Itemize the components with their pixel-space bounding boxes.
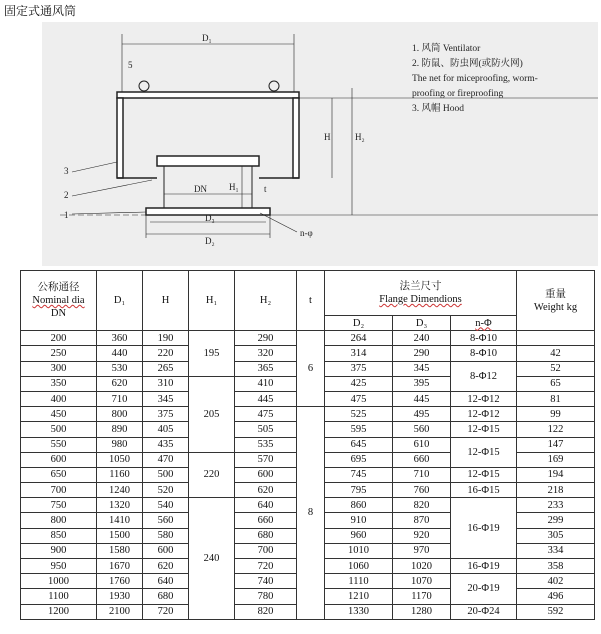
cell-t: 6 bbox=[297, 331, 325, 407]
header-nphi: n-Φ bbox=[451, 316, 517, 331]
cell-d1: 980 bbox=[97, 437, 143, 452]
cell-nphi: 8-Φ10 bbox=[451, 331, 517, 346]
cell-t: 8 bbox=[297, 407, 325, 620]
cell-d2: 1060 bbox=[325, 559, 393, 574]
cell-h2: 320 bbox=[235, 346, 297, 361]
label-h: H bbox=[324, 132, 331, 142]
header-h: H bbox=[143, 271, 189, 331]
cell-d2: 375 bbox=[325, 361, 393, 376]
cell-nphi: 12-Φ15 bbox=[451, 467, 517, 482]
cell-dn: 800 bbox=[21, 513, 97, 528]
legend bbox=[412, 42, 592, 117]
cell-h2: 740 bbox=[235, 574, 297, 589]
cell-d2: 795 bbox=[325, 483, 393, 498]
cell-weight: 358 bbox=[517, 559, 595, 574]
cell-d2: 960 bbox=[325, 528, 393, 543]
cell-nphi: 20-Φ24 bbox=[451, 604, 517, 619]
cell-h2: 535 bbox=[235, 437, 297, 452]
cell-h: 540 bbox=[143, 498, 189, 513]
cell-nphi: 8-Φ10 bbox=[451, 346, 517, 361]
cell-nphi: 12-Φ15 bbox=[451, 437, 517, 467]
cell-dn: 350 bbox=[21, 376, 97, 391]
cell-d3: 290 bbox=[393, 346, 451, 361]
cell-h: 500 bbox=[143, 467, 189, 482]
cell-h2: 475 bbox=[235, 407, 297, 422]
cell-weight: 592 bbox=[517, 604, 595, 619]
cell-h1: 240 bbox=[189, 498, 235, 620]
cell-h2: 570 bbox=[235, 452, 297, 467]
cell-weight: 65 bbox=[517, 376, 595, 391]
table-row bbox=[21, 331, 595, 346]
cell-d1: 620 bbox=[97, 376, 143, 391]
cell-d2: 910 bbox=[325, 513, 393, 528]
cell-h2: 600 bbox=[235, 467, 297, 482]
cell-d2: 695 bbox=[325, 452, 393, 467]
header-nominal: 公称通径 Nominal dia DN bbox=[21, 271, 97, 331]
cell-dn: 500 bbox=[21, 422, 97, 437]
cell-dn: 850 bbox=[21, 528, 97, 543]
cell-d3: 820 bbox=[393, 498, 451, 513]
cell-d1: 1670 bbox=[97, 559, 143, 574]
label-d2: D₂ bbox=[205, 236, 215, 246]
header-h1: H₁ bbox=[189, 271, 235, 331]
cell-d1: 1050 bbox=[97, 452, 143, 467]
cell-nphi: 16-Φ19 bbox=[451, 498, 517, 559]
cell-weight: 305 bbox=[517, 528, 595, 543]
cell-h2: 720 bbox=[235, 559, 297, 574]
cell-d1: 800 bbox=[97, 407, 143, 422]
cell-d3: 1170 bbox=[393, 589, 451, 604]
cell-weight: 334 bbox=[517, 543, 595, 558]
cell-d1: 360 bbox=[97, 331, 143, 346]
cell-weight: 496 bbox=[517, 589, 595, 604]
cell-h: 520 bbox=[143, 483, 189, 498]
header-h2: H₂ bbox=[235, 271, 297, 331]
cell-d3: 345 bbox=[393, 361, 451, 376]
cell-dn: 600 bbox=[21, 452, 97, 467]
cell-d3: 970 bbox=[393, 543, 451, 558]
cell-weight bbox=[517, 331, 595, 346]
page-title: 固定式通风筒 bbox=[4, 4, 77, 18]
label-dn: DN bbox=[194, 184, 207, 194]
cell-nphi: 20-Φ19 bbox=[451, 574, 517, 604]
legend-item: The net for miceproofing, worm- bbox=[412, 74, 538, 84]
cell-d1: 1760 bbox=[97, 574, 143, 589]
cell-weight: 147 bbox=[517, 437, 595, 452]
cell-d3: 1280 bbox=[393, 604, 451, 619]
label-d3: D₃ bbox=[205, 213, 215, 223]
cell-d1: 1160 bbox=[97, 467, 143, 482]
cell-d1: 1500 bbox=[97, 528, 143, 543]
legend-item: proofing or fireproofing bbox=[412, 89, 504, 99]
header-weight: 重量 Weight kg bbox=[517, 271, 595, 331]
cell-d2: 1010 bbox=[325, 543, 393, 558]
cell-d2: 475 bbox=[325, 391, 393, 406]
cell-h: 345 bbox=[143, 391, 189, 406]
cell-dn: 250 bbox=[21, 346, 97, 361]
cell-d3: 560 bbox=[393, 422, 451, 437]
cell-h: 720 bbox=[143, 604, 189, 619]
cell-h: 640 bbox=[143, 574, 189, 589]
cell-weight: 42 bbox=[517, 346, 595, 361]
cell-d3: 610 bbox=[393, 437, 451, 452]
label-n-phi: n-φ bbox=[300, 228, 313, 238]
cell-weight: 122 bbox=[517, 422, 595, 437]
cell-h2: 620 bbox=[235, 483, 297, 498]
cell-d1: 1580 bbox=[97, 543, 143, 558]
cell-dn: 750 bbox=[21, 498, 97, 513]
cell-h1: 220 bbox=[189, 452, 235, 498]
cell-d1: 710 bbox=[97, 391, 143, 406]
cell-h2: 640 bbox=[235, 498, 297, 513]
cell-dn: 550 bbox=[21, 437, 97, 452]
legend-item: 3. 风帽 Hood bbox=[412, 104, 464, 114]
cell-d3: 870 bbox=[393, 513, 451, 528]
label-t: t bbox=[264, 184, 267, 194]
spec-table bbox=[20, 270, 595, 620]
cell-h: 435 bbox=[143, 437, 189, 452]
cell-h: 220 bbox=[143, 346, 189, 361]
header-flange: 法兰尺寸 Flange Dimendions bbox=[325, 271, 517, 316]
cell-d3: 1070 bbox=[393, 574, 451, 589]
header-t: t bbox=[297, 271, 325, 331]
cell-d2: 1110 bbox=[325, 574, 393, 589]
label-2: 2 bbox=[64, 190, 69, 200]
legend-item: 2. 防鼠、防虫网(或防火网) bbox=[412, 59, 523, 69]
cell-d1: 890 bbox=[97, 422, 143, 437]
cell-h: 310 bbox=[143, 376, 189, 391]
cell-d2: 314 bbox=[325, 346, 393, 361]
cell-d3: 710 bbox=[393, 467, 451, 482]
cell-dn: 400 bbox=[21, 391, 97, 406]
cell-h: 405 bbox=[143, 422, 189, 437]
cell-h: 470 bbox=[143, 452, 189, 467]
cell-weight: 218 bbox=[517, 483, 595, 498]
cell-weight: 169 bbox=[517, 452, 595, 467]
cell-dn: 1200 bbox=[21, 604, 97, 619]
cell-h: 580 bbox=[143, 528, 189, 543]
cell-weight: 402 bbox=[517, 574, 595, 589]
cell-dn: 1000 bbox=[21, 574, 97, 589]
cell-d3: 920 bbox=[393, 528, 451, 543]
cell-d1: 530 bbox=[97, 361, 143, 376]
cell-nphi: 16-Φ15 bbox=[451, 483, 517, 498]
cell-h2: 290 bbox=[235, 331, 297, 346]
table-row bbox=[21, 407, 595, 422]
label-h2: H₂ bbox=[355, 132, 365, 142]
cell-d1: 2100 bbox=[97, 604, 143, 619]
header-d2: D₂ bbox=[325, 316, 393, 331]
header-d1: D₁ bbox=[97, 271, 143, 331]
cell-h2: 505 bbox=[235, 422, 297, 437]
cell-weight: 233 bbox=[517, 498, 595, 513]
label-3: 3 bbox=[64, 166, 69, 176]
cell-nphi: 16-Φ19 bbox=[451, 559, 517, 574]
label-d1: D₁ bbox=[202, 33, 212, 43]
cell-h2: 700 bbox=[235, 543, 297, 558]
cell-h2: 820 bbox=[235, 604, 297, 619]
cell-d3: 495 bbox=[393, 407, 451, 422]
cell-d2: 745 bbox=[325, 467, 393, 482]
cell-h: 560 bbox=[143, 513, 189, 528]
cell-d1: 1240 bbox=[97, 483, 143, 498]
label-five: 5 bbox=[128, 60, 133, 70]
cell-nphi: 12-Φ15 bbox=[451, 422, 517, 437]
header-d3: D₃ bbox=[393, 316, 451, 331]
cell-h: 375 bbox=[143, 407, 189, 422]
cell-d3: 395 bbox=[393, 376, 451, 391]
cell-d2: 425 bbox=[325, 376, 393, 391]
cell-dn: 950 bbox=[21, 559, 97, 574]
cell-h: 600 bbox=[143, 543, 189, 558]
cell-h2: 780 bbox=[235, 589, 297, 604]
cell-dn: 300 bbox=[21, 361, 97, 376]
cell-h: 680 bbox=[143, 589, 189, 604]
cell-h2: 660 bbox=[235, 513, 297, 528]
cell-d1: 1930 bbox=[97, 589, 143, 604]
cell-d2: 1210 bbox=[325, 589, 393, 604]
cell-weight: 81 bbox=[517, 391, 595, 406]
cell-h: 190 bbox=[143, 331, 189, 346]
cell-weight: 52 bbox=[517, 361, 595, 376]
cell-d1: 1410 bbox=[97, 513, 143, 528]
cell-d2: 525 bbox=[325, 407, 393, 422]
cell-h2: 410 bbox=[235, 376, 297, 391]
cell-d3: 445 bbox=[393, 391, 451, 406]
cell-h1: 195 bbox=[189, 331, 235, 377]
technical-drawing bbox=[42, 22, 598, 266]
cell-d3: 1020 bbox=[393, 559, 451, 574]
cell-h: 265 bbox=[143, 361, 189, 376]
cell-d3: 660 bbox=[393, 452, 451, 467]
cell-h2: 445 bbox=[235, 391, 297, 406]
cell-nphi: 12-Φ12 bbox=[451, 391, 517, 406]
cell-dn: 450 bbox=[21, 407, 97, 422]
cell-h2: 365 bbox=[235, 361, 297, 376]
cell-d1: 440 bbox=[97, 346, 143, 361]
cell-h: 620 bbox=[143, 559, 189, 574]
cell-d2: 264 bbox=[325, 331, 393, 346]
cell-d2: 645 bbox=[325, 437, 393, 452]
cell-weight: 194 bbox=[517, 467, 595, 482]
cell-dn: 650 bbox=[21, 467, 97, 482]
cell-d2: 595 bbox=[325, 422, 393, 437]
cell-nphi: 12-Φ12 bbox=[451, 407, 517, 422]
cell-h1: 205 bbox=[189, 376, 235, 452]
cell-d3: 240 bbox=[393, 331, 451, 346]
cell-dn: 700 bbox=[21, 483, 97, 498]
cell-d2: 860 bbox=[325, 498, 393, 513]
legend-item: 1. 风筒 Ventilator bbox=[412, 44, 481, 54]
cell-dn: 900 bbox=[21, 543, 97, 558]
cell-nphi: 8-Φ12 bbox=[451, 361, 517, 391]
label-h1: H₁ bbox=[229, 182, 239, 192]
cell-d3: 760 bbox=[393, 483, 451, 498]
label-1: 1 bbox=[64, 210, 69, 220]
cell-weight: 99 bbox=[517, 407, 595, 422]
cell-dn: 200 bbox=[21, 331, 97, 346]
cell-h2: 680 bbox=[235, 528, 297, 543]
cell-weight: 299 bbox=[517, 513, 595, 528]
cell-d1: 1320 bbox=[97, 498, 143, 513]
cell-dn: 1100 bbox=[21, 589, 97, 604]
cell-d2: 1330 bbox=[325, 604, 393, 619]
